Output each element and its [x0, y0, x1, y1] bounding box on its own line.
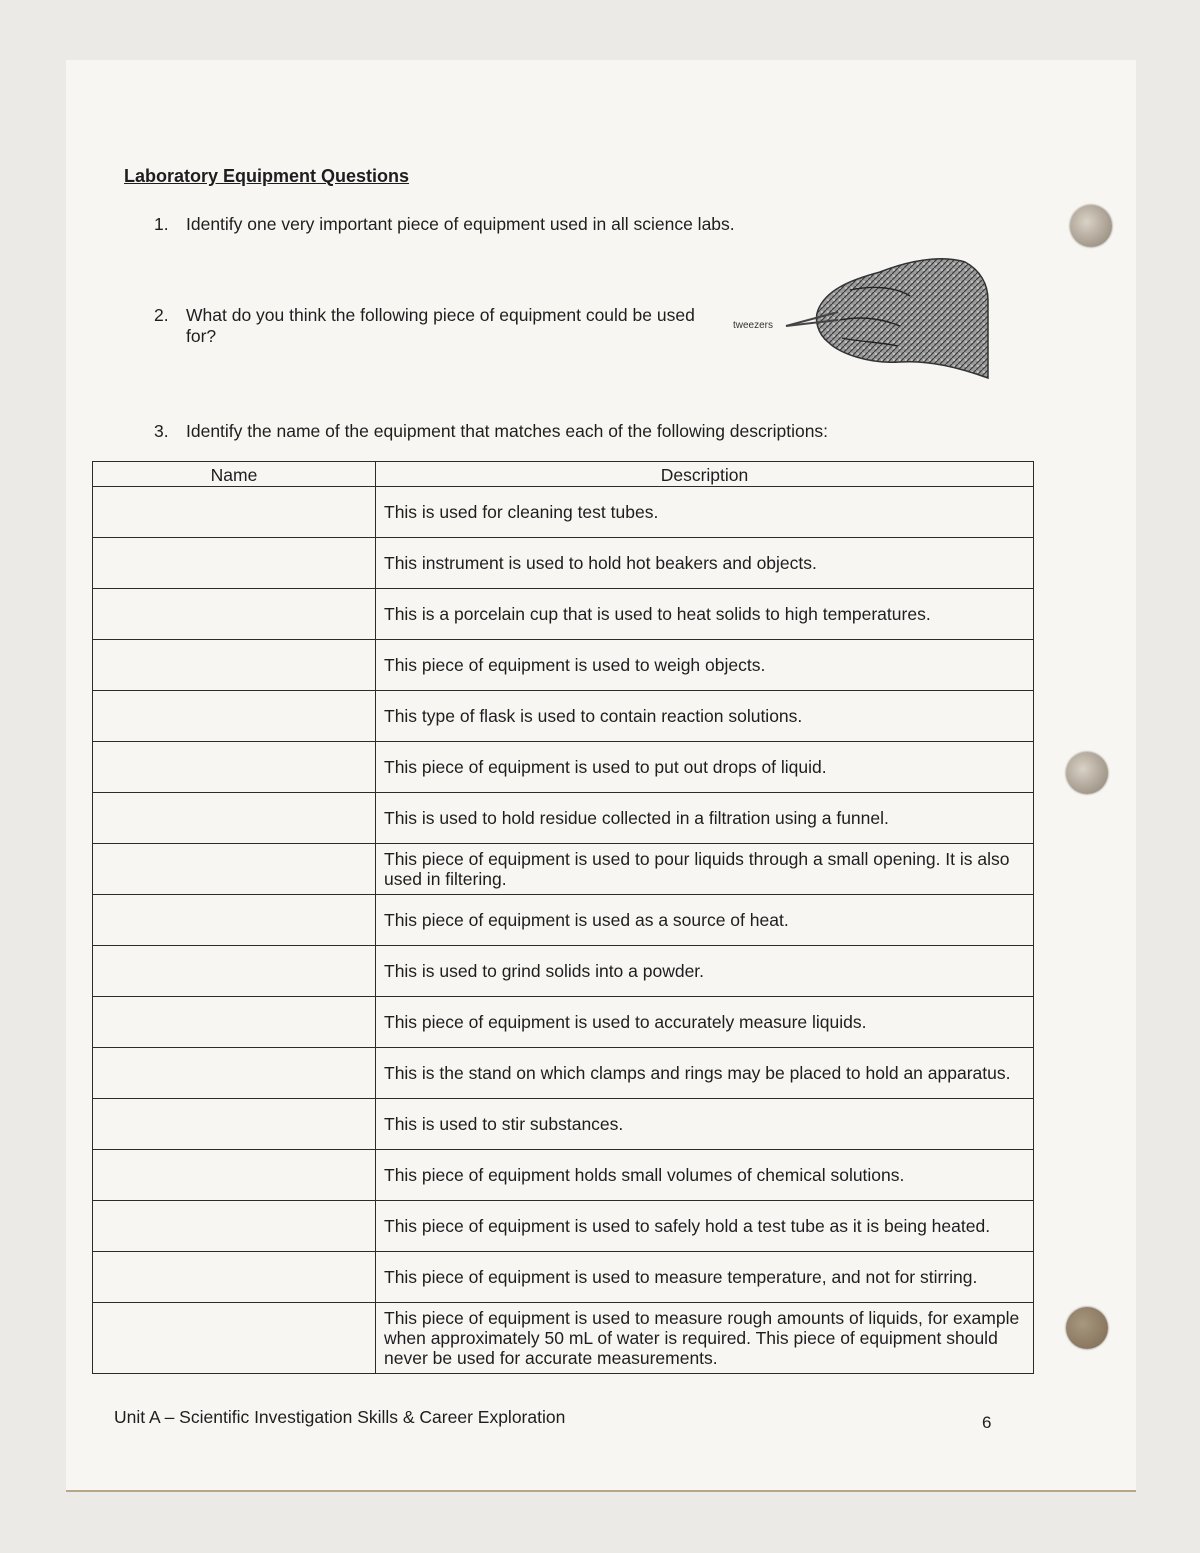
- description-cell: This piece of equipment is used as a source of heat.: [376, 895, 1034, 946]
- table-row: [93, 1150, 1034, 1201]
- name-answer-cell[interactable]: [93, 538, 376, 589]
- name-answer-cell[interactable]: [93, 844, 376, 895]
- description-cell: This piece of equipment is used to weigh objects.: [376, 640, 1034, 691]
- name-answer-cell[interactable]: [93, 640, 376, 691]
- table-row: [93, 691, 1034, 742]
- question-number: 3.: [154, 421, 169, 441]
- figure-label: tweezers: [733, 320, 774, 331]
- name-column-header: Name: [93, 462, 376, 487]
- name-answer-cell[interactable]: [93, 997, 376, 1048]
- description-cell: This is used for cleaning test tubes.: [376, 487, 1034, 538]
- description-column-header: Description: [376, 462, 1034, 487]
- name-answer-cell[interactable]: [93, 1150, 376, 1201]
- description-cell: This is a porcelain cup that is used to heat solids to high temperatures.: [376, 589, 1034, 640]
- question-text: Identify the name of the equipment that matches each of the following descriptions:: [186, 421, 829, 441]
- table-row: [93, 589, 1034, 640]
- table-row: [93, 1099, 1034, 1150]
- description-cell: This piece of equipment is used to measure rough amounts of liquids, for example when approximately 50 mL of water is required. This piece of equipment should never be used for accurate measurements.: [376, 1303, 1034, 1374]
- page-title: Laboratory Equipment Questions: [124, 166, 410, 186]
- footer-unit: Unit A – Scientific Investigation Skills & Career Exploration: [114, 1407, 566, 1427]
- table-row: [93, 997, 1034, 1048]
- name-answer-cell[interactable]: [93, 1048, 376, 1099]
- table-row: [93, 1201, 1034, 1252]
- description-cell: This piece of equipment is used to pour liquids through a small opening. It is also used in filtering.: [376, 844, 1034, 895]
- description-cell: This is the stand on which clamps and rings may be placed to hold an apparatus.: [376, 1048, 1034, 1099]
- hand-holding-tweezers-icon: [730, 250, 1000, 380]
- punch-hole: [1066, 1307, 1108, 1349]
- punch-hole: [1066, 752, 1108, 794]
- name-answer-cell[interactable]: [93, 1303, 376, 1374]
- table-row: [93, 895, 1034, 946]
- punch-hole: [1070, 205, 1112, 247]
- description-cell: This instrument is used to hold hot beakers and objects.: [376, 538, 1034, 589]
- description-cell: This is used to hold residue collected in a filtration using a funnel.: [376, 793, 1034, 844]
- description-cell: This is used to stir substances.: [376, 1099, 1034, 1150]
- description-cell: This piece of equipment is used to put out drops of liquid.: [376, 742, 1034, 793]
- name-answer-cell[interactable]: [93, 793, 376, 844]
- description-cell: This type of flask is used to contain reaction solutions.: [376, 691, 1034, 742]
- name-answer-cell[interactable]: [93, 1252, 376, 1303]
- name-answer-cell[interactable]: [93, 589, 376, 640]
- table-row: [93, 1048, 1034, 1099]
- question-text: Identify one very important piece of equipment used in all science labs.: [186, 214, 735, 234]
- table-row: [93, 742, 1034, 793]
- description-cell: This piece of equipment is used to measure temperature, and not for stirring.: [376, 1252, 1034, 1303]
- table-header-row: [93, 462, 1034, 487]
- table-row: [93, 1303, 1034, 1374]
- table-row: [93, 844, 1034, 895]
- table-row: [93, 640, 1034, 691]
- name-answer-cell[interactable]: [93, 1201, 376, 1252]
- table-row: [93, 487, 1034, 538]
- question-number: 2.: [154, 305, 169, 325]
- table-row: [93, 793, 1034, 844]
- description-cell: This is used to grind solids into a powder.: [376, 946, 1034, 997]
- question-number: 1.: [154, 214, 169, 234]
- name-answer-cell[interactable]: [93, 895, 376, 946]
- table-row: [93, 1252, 1034, 1303]
- description-cell: This piece of equipment holds small volumes of chemical solutions.: [376, 1150, 1034, 1201]
- table-row: [93, 946, 1034, 997]
- name-answer-cell[interactable]: [93, 691, 376, 742]
- tweezers-figure: [730, 250, 1000, 380]
- name-answer-cell[interactable]: [93, 946, 376, 997]
- description-cell: This piece of equipment is used to accurately measure liquids.: [376, 997, 1034, 1048]
- name-answer-cell[interactable]: [93, 487, 376, 538]
- equipment-table: [92, 461, 1034, 1374]
- description-cell: This piece of equipment is used to safely hold a test tube as it is being heated.: [376, 1201, 1034, 1252]
- table-row: [93, 538, 1034, 589]
- page-number: 6: [982, 1413, 992, 1432]
- question-text: What do you think the following piece of equipment could be used for?: [186, 305, 695, 346]
- name-answer-cell[interactable]: [93, 742, 376, 793]
- name-answer-cell[interactable]: [93, 1099, 376, 1150]
